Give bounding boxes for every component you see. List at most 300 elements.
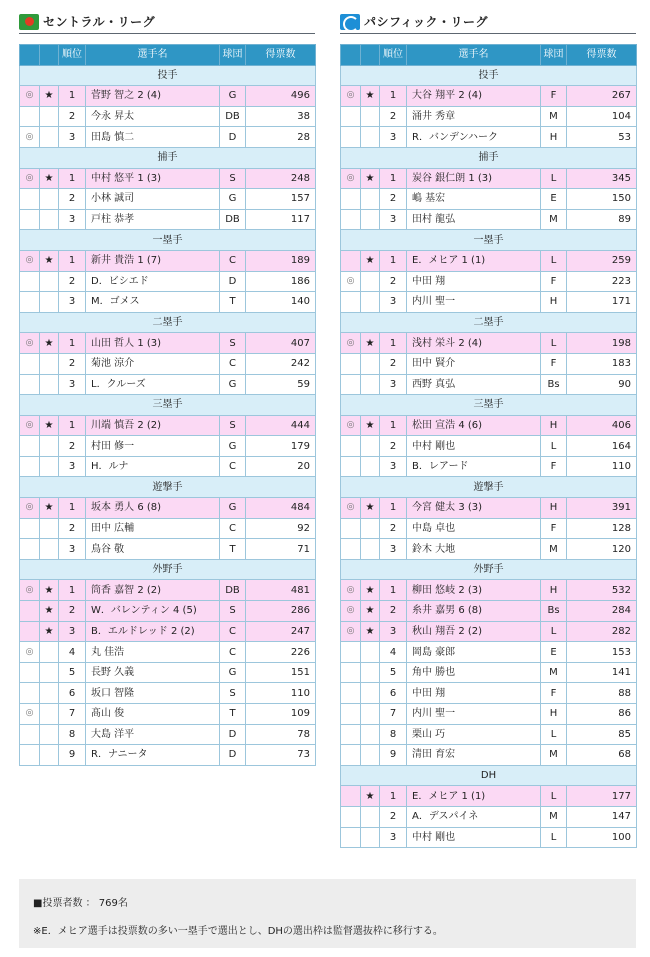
votes-cell: 164 (567, 436, 637, 457)
rank-cell: 7 (59, 704, 86, 725)
team-cell: L (541, 436, 567, 457)
selected-star-cell (40, 353, 59, 374)
table-row (341, 127, 637, 148)
team-cell: G (220, 436, 246, 457)
footer-note-box (19, 879, 636, 948)
mark-cell (341, 539, 361, 560)
rank-cell: 2 (59, 271, 86, 292)
position-header-row (20, 559, 316, 580)
rank-cell: 1 (380, 498, 407, 519)
team-cell: H (541, 580, 567, 601)
pacific-league-table (340, 44, 637, 848)
player-name-cell: R．バンデンハーク (407, 127, 541, 148)
mark-cell: ◎ (341, 415, 361, 436)
table-row (341, 683, 637, 704)
table-row (341, 415, 637, 436)
rank-cell: 2 (380, 189, 407, 210)
table-row (341, 704, 637, 725)
player-name-cell: 内川 聖一 (407, 292, 541, 313)
votes-cell: 153 (567, 642, 637, 663)
team-cell: F (541, 456, 567, 477)
team-cell: E (541, 189, 567, 210)
mark-cell (341, 745, 361, 766)
selected-star-cell: ★ (361, 580, 380, 601)
mark-cell (341, 806, 361, 827)
rank-cell: 3 (380, 539, 407, 560)
selected-star-cell (361, 806, 380, 827)
team-cell: G (220, 374, 246, 395)
selected-star-cell (361, 518, 380, 539)
rank-cell: 1 (59, 498, 86, 519)
position-header-row (341, 230, 637, 251)
position-label: 三塁手 (341, 395, 637, 416)
selected-star-cell (40, 662, 59, 683)
mark-cell (341, 642, 361, 663)
position-label: 遊撃手 (20, 477, 316, 498)
votes-cell: 128 (567, 518, 637, 539)
table-row (20, 333, 316, 354)
votes-cell: 189 (246, 250, 316, 271)
table-row (20, 456, 316, 477)
position-header-row (20, 477, 316, 498)
team-cell: L (541, 827, 567, 848)
votes-cell: 284 (567, 601, 637, 622)
team-cell: L (541, 250, 567, 271)
player-name-cell: 田島 慎二 (86, 127, 220, 148)
rank-cell: 3 (59, 209, 86, 230)
mark-cell (20, 724, 40, 745)
selected-star-cell: ★ (361, 333, 380, 354)
team-cell: M (541, 539, 567, 560)
central-league-header (19, 10, 315, 34)
selected-star-cell (361, 745, 380, 766)
team-cell: L (541, 786, 567, 807)
table-row (341, 374, 637, 395)
team-cell: E (541, 642, 567, 663)
player-name-cell: 嶋 基宏 (407, 189, 541, 210)
votes-cell: 157 (246, 189, 316, 210)
position-header-row (341, 765, 637, 786)
position-header-row (341, 65, 637, 86)
table-header-row (20, 45, 316, 66)
votes-cell: 140 (246, 292, 316, 313)
table-row (20, 436, 316, 457)
mark-cell (341, 106, 361, 127)
rank-cell: 2 (380, 436, 407, 457)
player-name-cell: 田中 広輔 (86, 518, 220, 539)
selected-star-cell (361, 127, 380, 148)
team-cell: D (220, 127, 246, 148)
player-name-cell: 戸柱 恭孝 (86, 209, 220, 230)
mark-cell (20, 745, 40, 766)
rank-cell: 2 (380, 601, 407, 622)
mark-cell (341, 189, 361, 210)
votes-cell: 68 (567, 745, 637, 766)
player-name-cell: 川端 慎吾 2 (2) (86, 415, 220, 436)
player-name-cell: W．バレンティン 4 (5) (86, 601, 220, 622)
table-row (341, 518, 637, 539)
team-cell: D (220, 724, 246, 745)
selected-star-cell (361, 456, 380, 477)
votes-cell: 267 (567, 86, 637, 107)
central-league-section (19, 10, 315, 766)
player-name-cell: 田中 賢介 (407, 353, 541, 374)
rank-cell: 1 (380, 250, 407, 271)
table-row (20, 621, 316, 642)
selected-star-cell (40, 189, 59, 210)
mark-cell: ◎ (20, 168, 40, 189)
team-cell: S (220, 415, 246, 436)
mark-cell (341, 827, 361, 848)
selected-star-cell (40, 292, 59, 313)
player-name-cell: L．クルーズ (86, 374, 220, 395)
rank-cell: 3 (59, 621, 86, 642)
position-header-row (341, 395, 637, 416)
header-player: 選手名 (407, 45, 541, 66)
rank-cell: 3 (380, 292, 407, 313)
player-name-cell: B．レアード (407, 456, 541, 477)
votes-cell: 183 (567, 353, 637, 374)
votes-cell: 53 (567, 127, 637, 148)
votes-cell: 100 (567, 827, 637, 848)
team-cell: D (220, 745, 246, 766)
selected-star-cell (40, 683, 59, 704)
votes-cell: 147 (567, 806, 637, 827)
votes-cell: 85 (567, 724, 637, 745)
team-cell: F (541, 86, 567, 107)
table-row (20, 127, 316, 148)
player-name-cell: 坂本 勇人 6 (8) (86, 498, 220, 519)
selected-star-cell: ★ (361, 86, 380, 107)
rank-cell: 1 (59, 333, 86, 354)
pacific-league-header (340, 10, 636, 34)
player-name-cell: 大谷 翔平 2 (4) (407, 86, 541, 107)
table-row (341, 806, 637, 827)
position-label: 遊撃手 (341, 477, 637, 498)
table-row (341, 498, 637, 519)
table-row (20, 415, 316, 436)
header-player: 選手名 (86, 45, 220, 66)
mark-cell (341, 374, 361, 395)
header-team: 球団 (541, 45, 567, 66)
selected-star-cell: ★ (40, 86, 59, 107)
player-name-cell: 村田 修一 (86, 436, 220, 457)
mark-cell (20, 539, 40, 560)
mark-cell: ◎ (341, 333, 361, 354)
selected-star-cell (361, 189, 380, 210)
mark-cell: ◎ (20, 580, 40, 601)
player-name-cell: 髙山 俊 (86, 704, 220, 725)
mark-cell (20, 683, 40, 704)
selected-star-cell: ★ (40, 621, 59, 642)
rank-cell: 2 (59, 189, 86, 210)
selected-star-cell (40, 209, 59, 230)
player-name-cell: 中田 翔 (407, 683, 541, 704)
selected-star-cell (361, 662, 380, 683)
table-row (341, 621, 637, 642)
selected-star-cell (40, 374, 59, 395)
votes-cell: 120 (567, 539, 637, 560)
team-cell: M (541, 662, 567, 683)
rank-cell: 3 (59, 127, 86, 148)
votes-cell: 89 (567, 209, 637, 230)
player-name-cell: 角中 勝也 (407, 662, 541, 683)
team-cell: DB (220, 580, 246, 601)
header-votes: 得票数 (246, 45, 316, 66)
rank-cell: 5 (380, 662, 407, 683)
rank-cell: 1 (59, 250, 86, 271)
votes-cell: 109 (246, 704, 316, 725)
header-mark (20, 45, 40, 66)
rank-cell: 6 (59, 683, 86, 704)
footnote: ※E．メヒア選手は投票数の多い一塁手で選出とし、DHの選出枠は監督選抜枠に移行する。 (33, 926, 443, 937)
team-cell: C (220, 250, 246, 271)
rank-cell: 1 (380, 580, 407, 601)
table-row (20, 168, 316, 189)
selected-star-cell: ★ (361, 250, 380, 271)
central-league-logo-icon (19, 14, 39, 30)
rank-cell: 1 (380, 333, 407, 354)
team-cell: Bs (541, 601, 567, 622)
selected-star-cell (40, 642, 59, 663)
votes-cell: 286 (246, 601, 316, 622)
central-league-table (19, 44, 316, 766)
votes-cell: 282 (567, 621, 637, 642)
mark-cell (20, 662, 40, 683)
team-cell: DB (220, 106, 246, 127)
rank-cell: 2 (59, 601, 86, 622)
selected-star-cell: ★ (361, 498, 380, 519)
votes-cell: 247 (246, 621, 316, 642)
votes-cell: 223 (567, 271, 637, 292)
player-name-cell: 松田 宣浩 4 (6) (407, 415, 541, 436)
votes-cell: 110 (246, 683, 316, 704)
player-name-cell: 中村 剛也 (407, 827, 541, 848)
votes-cell: 259 (567, 250, 637, 271)
player-name-cell: M．ゴメス (86, 292, 220, 313)
votes-cell: 198 (567, 333, 637, 354)
votes-cell: 248 (246, 168, 316, 189)
votes-cell: 38 (246, 106, 316, 127)
selected-star-cell (40, 724, 59, 745)
rank-cell: 1 (59, 415, 86, 436)
table-row (20, 86, 316, 107)
team-cell: H (541, 292, 567, 313)
table-row (20, 353, 316, 374)
rank-cell: 3 (380, 127, 407, 148)
player-name-cell: 炭谷 銀仁朗 1 (3) (407, 168, 541, 189)
votes-cell: 444 (246, 415, 316, 436)
selected-star-cell (361, 827, 380, 848)
selected-star-cell (40, 436, 59, 457)
selected-star-cell: ★ (40, 580, 59, 601)
table-row (20, 745, 316, 766)
rank-cell: 2 (380, 518, 407, 539)
player-name-cell: 長野 久義 (86, 662, 220, 683)
votes-cell: 73 (246, 745, 316, 766)
table-row (341, 436, 637, 457)
player-name-cell: 今永 昇太 (86, 106, 220, 127)
position-label: 捕手 (341, 147, 637, 168)
table-row (341, 86, 637, 107)
mark-cell: ◎ (341, 621, 361, 642)
rank-cell: 9 (59, 745, 86, 766)
player-name-cell: 中村 悠平 1 (3) (86, 168, 220, 189)
mark-cell (341, 518, 361, 539)
player-name-cell: 岡島 豪郎 (407, 642, 541, 663)
position-header-row (20, 230, 316, 251)
selected-star-cell (361, 539, 380, 560)
player-name-cell: 大島 洋平 (86, 724, 220, 745)
selected-star-cell: ★ (40, 250, 59, 271)
mark-cell (341, 704, 361, 725)
mark-cell: ◎ (20, 704, 40, 725)
team-cell: H (541, 127, 567, 148)
rank-cell: 1 (59, 168, 86, 189)
votes-cell: 226 (246, 642, 316, 663)
table-row (341, 662, 637, 683)
votes-cell: 150 (567, 189, 637, 210)
selected-star-cell: ★ (361, 168, 380, 189)
votes-cell: 151 (246, 662, 316, 683)
table-row (20, 209, 316, 230)
player-name-cell: 菅野 智之 2 (4) (86, 86, 220, 107)
player-name-cell: A．デスパイネ (407, 806, 541, 827)
pacific-league-title: パシフィック・リーグ (364, 15, 489, 29)
selected-star-cell: ★ (40, 415, 59, 436)
table-row (20, 580, 316, 601)
votes-cell: 532 (567, 580, 637, 601)
mark-cell: ◎ (20, 333, 40, 354)
table-row (20, 662, 316, 683)
player-name-cell: 浅村 栄斗 2 (4) (407, 333, 541, 354)
selected-star-cell (40, 518, 59, 539)
table-row (341, 539, 637, 560)
table-row (341, 189, 637, 210)
player-name-cell: H．ルナ (86, 456, 220, 477)
mark-cell: ◎ (341, 168, 361, 189)
table-row (20, 683, 316, 704)
votes-cell: 406 (567, 415, 637, 436)
team-cell: C (220, 642, 246, 663)
table-row (341, 786, 637, 807)
mark-cell (341, 662, 361, 683)
table-row (341, 106, 637, 127)
team-cell: C (220, 621, 246, 642)
rank-cell: 1 (380, 168, 407, 189)
team-cell: G (220, 189, 246, 210)
mark-cell (20, 292, 40, 313)
table-row (20, 106, 316, 127)
mark-cell (341, 250, 361, 271)
selected-star-cell (361, 271, 380, 292)
rank-cell: 3 (59, 456, 86, 477)
mark-cell (341, 683, 361, 704)
player-name-cell: 糸井 嘉男 6 (8) (407, 601, 541, 622)
table-row (20, 374, 316, 395)
player-name-cell: 丸 佳浩 (86, 642, 220, 663)
table-row (341, 745, 637, 766)
player-name-cell: 内川 聖一 (407, 704, 541, 725)
rank-cell: 2 (380, 106, 407, 127)
table-row (20, 498, 316, 519)
team-cell: M (541, 806, 567, 827)
rank-cell: 1 (380, 786, 407, 807)
votes-cell: 407 (246, 333, 316, 354)
mark-cell: ◎ (20, 498, 40, 519)
votes-cell: 141 (567, 662, 637, 683)
position-label: DH (341, 765, 637, 786)
player-name-cell: 鳥谷 敬 (86, 539, 220, 560)
rank-cell: 3 (59, 374, 86, 395)
position-label: 外野手 (20, 559, 316, 580)
header-votes: 得票数 (567, 45, 637, 66)
mark-cell (20, 209, 40, 230)
table-row (20, 724, 316, 745)
mark-cell: ◎ (341, 580, 361, 601)
rank-cell: 1 (380, 86, 407, 107)
selected-star-cell (40, 704, 59, 725)
rank-cell: 3 (380, 209, 407, 230)
player-name-cell: 田村 龍弘 (407, 209, 541, 230)
header-star (361, 45, 380, 66)
header-rank: 順位 (380, 45, 407, 66)
player-name-cell: D．ビシエド (86, 271, 220, 292)
team-cell: S (220, 168, 246, 189)
table-row (20, 518, 316, 539)
selected-star-cell: ★ (40, 168, 59, 189)
team-cell: L (541, 333, 567, 354)
team-cell: H (541, 415, 567, 436)
table-row (341, 292, 637, 313)
selected-star-cell: ★ (361, 601, 380, 622)
mark-cell (341, 436, 361, 457)
mark-cell (20, 621, 40, 642)
selected-star-cell (361, 106, 380, 127)
team-cell: F (541, 683, 567, 704)
rank-cell: 3 (380, 827, 407, 848)
position-label: 投手 (341, 65, 637, 86)
player-name-cell: 清田 育宏 (407, 745, 541, 766)
team-cell: DB (220, 209, 246, 230)
votes-cell: 71 (246, 539, 316, 560)
selected-star-cell: ★ (361, 621, 380, 642)
team-cell: M (541, 209, 567, 230)
team-cell: T (220, 292, 246, 313)
player-name-cell: 柳田 悠岐 2 (3) (407, 580, 541, 601)
mark-cell (341, 456, 361, 477)
position-header-row (20, 395, 316, 416)
rank-cell: 1 (59, 86, 86, 107)
player-name-cell: 栗山 巧 (407, 724, 541, 745)
team-cell: L (541, 168, 567, 189)
votes-cell: 186 (246, 271, 316, 292)
mark-cell: ◎ (341, 498, 361, 519)
votes-cell: 104 (567, 106, 637, 127)
table-row (341, 271, 637, 292)
team-cell: C (220, 353, 246, 374)
table-row (341, 250, 637, 271)
selected-star-cell: ★ (40, 498, 59, 519)
header-star (40, 45, 59, 66)
votes-cell: 78 (246, 724, 316, 745)
position-label: 二塁手 (20, 312, 316, 333)
rank-cell: 5 (59, 662, 86, 683)
table-row (20, 271, 316, 292)
selected-star-cell (361, 436, 380, 457)
player-name-cell: 西野 真弘 (407, 374, 541, 395)
rank-cell: 3 (59, 539, 86, 560)
